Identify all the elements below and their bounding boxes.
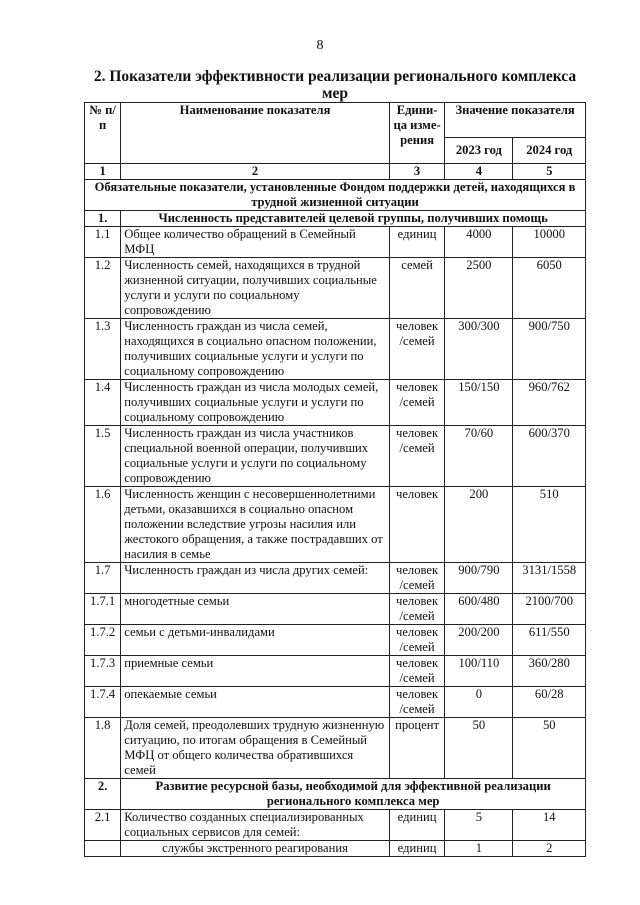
- row-value-2023: 600/480: [445, 594, 513, 625]
- row-num: 1.7: [85, 563, 121, 594]
- header-value-group: Значение показателя: [445, 103, 586, 138]
- table-row: [85, 563, 586, 594]
- group-row: [85, 211, 586, 227]
- row-value-2023: 4000: [445, 227, 513, 258]
- header-year-2024: 2024 год: [513, 138, 586, 164]
- group-num: 2.: [85, 779, 121, 810]
- row-num: 1.7.1: [85, 594, 121, 625]
- row-unit: человек: [389, 487, 444, 563]
- table-row: [85, 656, 586, 687]
- row-value-2023: 100/110: [445, 656, 513, 687]
- row-num: 1.8: [85, 718, 121, 779]
- row-value-2024: 900/750: [513, 319, 586, 380]
- header-name: Наименование показателя: [121, 103, 390, 164]
- row-unit: семей: [389, 258, 444, 319]
- row-num: 1.7.4: [85, 687, 121, 718]
- row-unit: человек /семей: [389, 380, 444, 426]
- header-unit: Едини-ца изме-рения: [389, 103, 444, 164]
- row-num: 1.3: [85, 319, 121, 380]
- table-row: [85, 718, 586, 779]
- row-value-2023: 900/790: [445, 563, 513, 594]
- row-value-2023: 2500: [445, 258, 513, 319]
- row-unit: человек /семей: [389, 426, 444, 487]
- indicators-table: [84, 102, 586, 857]
- row-value-2023: 200/200: [445, 625, 513, 656]
- group-num: 1.: [85, 211, 121, 227]
- row-num: 1.6: [85, 487, 121, 563]
- row-value-2024: 10000: [513, 227, 586, 258]
- group-row: [85, 779, 586, 810]
- group-2-rows: [85, 810, 586, 857]
- row-value-2024: 960/762: [513, 380, 586, 426]
- column-numbers-row: [85, 164, 586, 180]
- row-value-2024: 600/370: [513, 426, 586, 487]
- row-value-2024: 3131/1558: [513, 563, 586, 594]
- mandatory-section-row: [85, 180, 586, 211]
- header-year-2023: 2023 год: [445, 138, 513, 164]
- group-title: Численность представителей целевой группы, получивших помощь: [121, 211, 586, 227]
- table-row: [85, 426, 586, 487]
- row-value-2023: 300/300: [445, 319, 513, 380]
- table-row: [85, 487, 586, 563]
- row-num: 1.7.2: [85, 625, 121, 656]
- header-num: № п/п: [85, 103, 121, 164]
- row-num: 1.5: [85, 426, 121, 487]
- row-indicator-name: Численность граждан из числа участников специальной военной операции, получивших социальные услуги и услуги по социальному сопровождению: [121, 426, 390, 487]
- row-value-2023: 5: [445, 810, 513, 841]
- row-unit: единиц: [389, 841, 444, 857]
- row-value-2023: 50: [445, 718, 513, 779]
- row-value-2024: 2100/700: [513, 594, 586, 625]
- row-unit: человек /семей: [389, 563, 444, 594]
- row-indicator-name: Численность граждан из числа молодых семей, получивших социальные услуги и услуги по социальному сопровождению: [121, 380, 390, 426]
- row-indicator-name: Доля семей, преодолевших трудную жизненную ситуацию, по итогам обращения в Семейный МФЦ от общего количества обратившихся семей: [121, 718, 390, 779]
- table-row: [85, 227, 586, 258]
- column-number: 2: [121, 164, 390, 180]
- row-indicator-name: Общее количество обращений в Семейный МФЦ: [121, 227, 390, 258]
- row-value-2023: 0: [445, 687, 513, 718]
- column-number: 4: [445, 164, 513, 180]
- column-number: 5: [513, 164, 586, 180]
- row-value-2024: 50: [513, 718, 586, 779]
- table-row: [85, 625, 586, 656]
- row-value-2023: 70/60: [445, 426, 513, 487]
- column-number: 1: [85, 164, 121, 180]
- row-value-2024: 6050: [513, 258, 586, 319]
- table-row: [85, 841, 586, 857]
- row-unit: человек /семей: [389, 656, 444, 687]
- row-num: 2.1: [85, 810, 121, 841]
- row-num: 1.1: [85, 227, 121, 258]
- table-row: [85, 594, 586, 625]
- row-indicator-name: Численность граждан из числа других семей:: [121, 563, 390, 594]
- row-num: 1.2: [85, 258, 121, 319]
- row-indicator-name: Количество созданных специализированных социальных сервисов для семей:: [121, 810, 390, 841]
- row-unit: единиц: [389, 227, 444, 258]
- header-row: [85, 103, 586, 138]
- row-value-2024: 14: [513, 810, 586, 841]
- row-value-2023: 200: [445, 487, 513, 563]
- row-unit: единиц: [389, 810, 444, 841]
- table-row: [85, 810, 586, 841]
- row-indicator-name: Численность семей, находящихся в трудной жизненной ситуации, получивших социальные услуги и услуги по социальному сопровождению: [121, 258, 390, 319]
- row-indicator-name: многодетные семьи: [121, 594, 390, 625]
- group-title: Развитие ресурсной базы, необходимой для эффективной реализации регионального комплекса мер: [121, 779, 586, 810]
- table-row: [85, 258, 586, 319]
- row-num: 1.7.3: [85, 656, 121, 687]
- row-unit: человек /семей: [389, 625, 444, 656]
- row-value-2024: 611/550: [513, 625, 586, 656]
- table-row: [85, 687, 586, 718]
- row-value-2024: 2: [513, 841, 586, 857]
- row-num: 1.4: [85, 380, 121, 426]
- row-value-2023: 1: [445, 841, 513, 857]
- row-value-2024: 510: [513, 487, 586, 563]
- row-unit: человек /семей: [389, 594, 444, 625]
- row-indicator-name: приемные семьи: [121, 656, 390, 687]
- row-indicator-name: Численность женщин с несовершеннолетними детьми, оказавшихся в социально опасном положении вследствие угрозы насилия или жестокого обращения, а также пострадавших от насилия в семье: [121, 487, 390, 563]
- page-number: 8: [316, 38, 324, 53]
- column-number: 3: [389, 164, 444, 180]
- group-1-rows: [85, 227, 586, 779]
- row-value-2024: 360/280: [513, 656, 586, 687]
- row-value-2023: 150/150: [445, 380, 513, 426]
- table-row: [85, 380, 586, 426]
- row-indicator-name: службы экстренного реагирования: [121, 841, 390, 857]
- row-unit: человек /семей: [389, 687, 444, 718]
- row-indicator-name: Численность граждан из числа семей, находящихся в социально опасном положении, получивших социальные услуги и услуги по социальному сопровождению: [121, 319, 390, 380]
- row-indicator-name: опекаемые семьи: [121, 687, 390, 718]
- section-title: 2. Показатели эффективности реализации регионального комплекса мер: [93, 68, 577, 102]
- table-row: [85, 319, 586, 380]
- mandatory-section-title: Обязательные показатели, установленные Фондом поддержки детей, находящихся в трудной жизненной ситуации: [85, 180, 586, 211]
- row-unit: процент: [389, 718, 444, 779]
- row-value-2024: 60/28: [513, 687, 586, 718]
- row-indicator-name: семьи с детьми-инвалидами: [121, 625, 390, 656]
- row-unit: человек /семей: [389, 319, 444, 380]
- row-num: [85, 841, 121, 857]
